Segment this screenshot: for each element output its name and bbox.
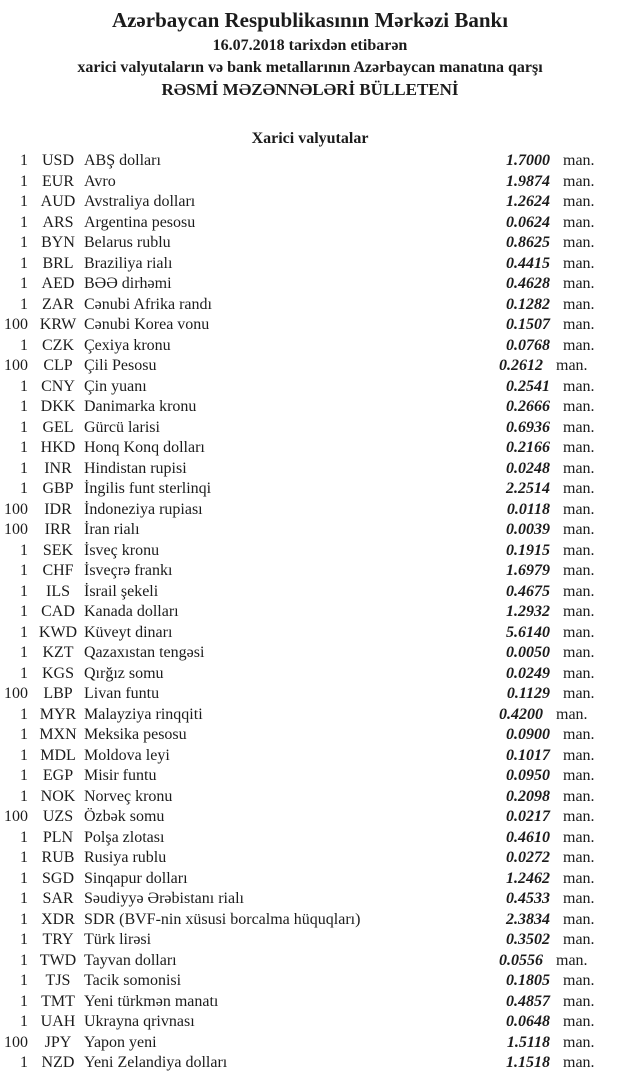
currency-row	[0, 213, 620, 234]
currency-unit: man.	[563, 1054, 595, 1071]
currency-code: MDL	[40, 746, 76, 764]
currency-unit: man.	[563, 828, 595, 846]
currency-quantity: 1	[20, 582, 28, 600]
currency-unit: man.	[563, 972, 595, 989]
currency-row	[0, 520, 620, 541]
currency-code: UZS	[42, 808, 74, 825]
currency-name: Livan funtu	[84, 685, 160, 702]
currency-code: LBP	[43, 685, 73, 702]
currency-code: AUD	[40, 193, 76, 210]
currency-quantity: 1	[20, 869, 28, 887]
currency-code: TMT	[41, 992, 75, 1010]
currency-code: GEL	[42, 418, 74, 436]
currency-quantity: 1	[20, 418, 28, 436]
currency-rate: 0.0217	[506, 808, 550, 825]
currency-quantity: 1	[20, 603, 28, 620]
currency-unit: man.	[563, 295, 595, 313]
currency-name: İsveç kronu	[84, 541, 160, 559]
currency-unit: man.	[563, 234, 595, 251]
currency-table	[0, 151, 620, 1073]
currency-unit: man.	[563, 500, 595, 518]
currency-name: Özbək somu	[84, 808, 165, 825]
currency-row	[0, 356, 620, 377]
currency-code: KWD	[38, 623, 78, 641]
currency-name: Səudiyyə Ərəbistanı rialı	[84, 890, 244, 907]
currency-name: Türk lirəsi	[84, 931, 152, 948]
currency-name: Malayziya rinqqiti	[84, 705, 203, 723]
currency-rate: 0.4675	[506, 582, 550, 600]
currency-quantity: 1	[20, 275, 28, 292]
currency-row	[0, 725, 620, 746]
currency-name: Polşa zlotası	[84, 828, 165, 846]
currency-quantity: 1	[20, 213, 28, 231]
currency-quantity: 1	[20, 787, 28, 805]
currency-unit: man.	[563, 398, 595, 415]
currency-rate: 0.0556	[499, 951, 543, 969]
currency-row	[0, 705, 620, 726]
currency-row	[0, 151, 620, 172]
currency-unit: man.	[563, 377, 595, 395]
currency-quantity: 1	[20, 480, 28, 497]
currency-unit: man.	[563, 1013, 595, 1030]
currency-row	[0, 438, 620, 459]
currency-code: AED	[41, 275, 75, 292]
currency-quantity: 1	[20, 193, 28, 210]
currency-code: CZK	[42, 336, 74, 354]
currency-row	[0, 889, 620, 910]
currency-unit: man.	[563, 849, 595, 866]
currency-name: Avstraliya dolları	[84, 193, 196, 210]
currency-row	[0, 746, 620, 767]
currency-unit: man.	[563, 172, 595, 190]
currency-row	[0, 623, 620, 644]
currency-rate: 0.0249	[506, 664, 550, 682]
currency-rate: 0.4533	[506, 890, 550, 907]
currency-name: Hindistan rupisi	[84, 459, 187, 477]
currency-code: HKD	[40, 439, 76, 456]
currency-rate: 0.0900	[506, 726, 550, 743]
currency-code: RUB	[41, 849, 75, 866]
currency-row	[0, 418, 620, 439]
currency-code: DKK	[40, 398, 76, 415]
currency-name: Danimarka kronu	[84, 398, 197, 415]
currency-quantity: 100	[4, 685, 28, 702]
currency-row	[0, 848, 620, 869]
currency-quantity: 100	[4, 521, 28, 538]
currency-unit: man.	[563, 890, 595, 907]
currency-quantity: 1	[20, 439, 28, 456]
currency-row	[0, 295, 620, 316]
currency-name: Braziliya rialı	[84, 254, 173, 272]
currency-quantity: 100	[4, 316, 28, 333]
currency-code: NOK	[40, 787, 76, 805]
currency-code: XDR	[41, 910, 75, 928]
currency-row	[0, 951, 620, 972]
currency-code: ILS	[46, 582, 70, 600]
currency-name: İndoneziya rupiası	[84, 500, 203, 518]
currency-row	[0, 828, 620, 849]
currency-quantity: 1	[20, 254, 28, 272]
currency-unit: man.	[556, 705, 588, 723]
currency-unit: man.	[563, 562, 595, 579]
currency-quantity: 1	[20, 726, 28, 743]
currency-name: Çin yuanı	[84, 377, 147, 395]
currency-quantity: 1	[20, 828, 28, 846]
currency-unit: man.	[556, 951, 588, 969]
currency-quantity: 1	[20, 377, 28, 395]
currency-code: CNY	[41, 377, 75, 395]
currency-rate: 0.3502	[506, 931, 550, 948]
currency-code: IDR	[44, 500, 72, 518]
currency-row	[0, 397, 620, 418]
currency-row	[0, 274, 620, 295]
currency-quantity: 100	[4, 500, 28, 518]
currency-row	[0, 172, 620, 193]
currency-row	[0, 1053, 620, 1073]
currency-code: CLP	[43, 357, 73, 374]
currency-name: Tayvan dolları	[84, 951, 177, 969]
currency-rate: 1.2624	[506, 193, 550, 210]
currency-unit: man.	[563, 808, 595, 825]
currency-name: Yapon yeni	[84, 1033, 157, 1051]
currency-row	[0, 479, 620, 500]
currency-quantity: 1	[20, 398, 28, 415]
currency-unit: man.	[556, 357, 588, 374]
currency-rate: 5.6140	[506, 623, 550, 641]
currency-rate: 0.0272	[506, 849, 550, 866]
currency-unit: man.	[563, 603, 595, 620]
currency-row	[0, 233, 620, 254]
currency-row	[0, 315, 620, 336]
currency-code: NZD	[41, 1054, 75, 1071]
currency-unit: man.	[563, 931, 595, 948]
currency-row	[0, 377, 620, 398]
currency-rate: 1.2462	[506, 869, 550, 887]
currency-quantity: 1	[20, 705, 28, 723]
currency-row	[0, 930, 620, 951]
currency-code: USD	[41, 152, 74, 169]
currency-unit: man.	[563, 336, 595, 354]
currency-unit: man.	[563, 213, 595, 231]
currency-code: EUR	[42, 172, 74, 190]
currency-name: Cənubi Afrika randı	[84, 295, 212, 313]
currency-quantity: 1	[20, 931, 28, 948]
currency-unit: man.	[563, 644, 595, 661]
currency-quantity: 1	[20, 336, 28, 354]
currency-unit: man.	[563, 910, 595, 928]
currency-row	[0, 869, 620, 890]
currency-code: ARS	[42, 213, 74, 231]
currency-code: BYN	[41, 234, 75, 251]
currency-quantity: 1	[20, 1013, 28, 1030]
currency-unit: man.	[563, 459, 595, 477]
currency-rate: 0.1129	[506, 685, 550, 702]
currency-code: TJS	[45, 972, 71, 989]
currency-code: ZAR	[42, 295, 74, 313]
currency-quantity: 1	[20, 172, 28, 190]
currency-code: UAH	[40, 1013, 76, 1030]
currency-unit: man.	[563, 726, 595, 743]
currency-rate: 0.0768	[506, 336, 550, 354]
currency-rate: 1.7000	[506, 152, 550, 169]
currency-row	[0, 766, 620, 787]
currency-name: Çili Pesosu	[84, 357, 157, 374]
currency-rate: 1.5118	[506, 1033, 550, 1051]
page-title: Azərbaycan Respublikasının Mərkəzi Bankı	[111, 8, 509, 32]
currency-unit: man.	[563, 152, 595, 169]
currency-row	[0, 971, 620, 992]
currency-rate: 0.1507	[506, 316, 550, 333]
currency-name: Yeni Zelandiya dolları	[84, 1054, 228, 1071]
currency-rate: 0.2166	[506, 439, 550, 456]
currency-rate: 0.2541	[506, 377, 550, 395]
currency-code: INR	[44, 459, 72, 477]
currency-code: TWD	[39, 951, 77, 969]
currency-unit: man.	[563, 582, 595, 600]
currency-rate: 0.4857	[506, 992, 550, 1010]
currency-unit: man.	[563, 787, 595, 805]
currency-name: Moldova leyi	[84, 746, 170, 764]
currency-name: Cənubi Korea vonu	[84, 316, 210, 333]
currency-quantity: 1	[20, 951, 28, 969]
currency-rate: 0.0118	[506, 500, 550, 518]
currency-code: EGP	[42, 767, 74, 784]
currency-quantity: 1	[20, 234, 28, 251]
currency-name: İngilis funt sterlinqi	[84, 480, 212, 497]
section-title-foreign-currencies: Xarici valyutalar	[251, 130, 369, 147]
currency-rate: 0.4610	[506, 828, 550, 846]
currency-rate: 0.0648	[506, 1013, 550, 1030]
currency-rate: 0.1805	[506, 972, 550, 989]
currency-name: Qazaxıstan tengəsi	[84, 644, 205, 661]
currency-quantity: 1	[20, 152, 28, 169]
currency-rate: 2.3834	[506, 910, 550, 928]
currency-name: Tacik somonisi	[84, 972, 182, 989]
currency-quantity: 1	[20, 890, 28, 907]
currency-rate: 0.0039	[506, 521, 550, 538]
currency-name: Norveç kronu	[84, 787, 173, 805]
currency-unit: man.	[563, 992, 595, 1010]
bulletin-title: RƏSMİ MƏZƏNNƏLƏRİ BÜLLETENİ	[161, 80, 459, 99]
currency-quantity: 1	[20, 767, 28, 784]
currency-quantity: 1	[20, 992, 28, 1010]
currency-unit: man.	[563, 480, 595, 497]
currency-rate: 0.1017	[506, 746, 550, 764]
currency-row	[0, 561, 620, 582]
currency-quantity: 100	[4, 1033, 28, 1051]
currency-rate: 0.4628	[506, 275, 550, 292]
currency-name: Meksika pesosu	[84, 726, 187, 743]
currency-quantity: 1	[20, 849, 28, 866]
currency-unit: man.	[563, 746, 595, 764]
currency-rate: 2.2514	[506, 480, 550, 497]
currency-unit: man.	[563, 418, 595, 436]
currency-row	[0, 684, 620, 705]
currency-name: Sinqapur dolları	[84, 869, 188, 887]
currency-unit: man.	[563, 623, 595, 641]
currency-row	[0, 1012, 620, 1033]
currency-quantity: 1	[20, 295, 28, 313]
currency-rate: 1.9874	[506, 172, 550, 190]
currency-rate: 0.0624	[506, 213, 550, 231]
currency-quantity: 100	[4, 357, 28, 374]
currency-row	[0, 254, 620, 275]
currency-row	[0, 541, 620, 562]
currency-unit: man.	[563, 869, 595, 887]
currency-rate: 0.2666	[506, 398, 550, 415]
currency-code: MXN	[39, 726, 77, 743]
currency-rate: 0.8625	[506, 234, 550, 251]
currency-row	[0, 787, 620, 808]
currency-rate: 0.0050	[506, 644, 550, 661]
currency-quantity: 1	[20, 541, 28, 559]
currency-name: Honq Konq dolları	[84, 439, 205, 456]
currency-quantity: 1	[20, 972, 28, 989]
currency-row	[0, 807, 620, 828]
currency-code: KZT	[42, 644, 74, 661]
currency-unit: man.	[563, 521, 595, 538]
currency-rate: 0.4200	[499, 705, 543, 723]
currency-rate: 0.0248	[506, 459, 550, 477]
currency-quantity: 1	[20, 664, 28, 682]
currency-code: IRR	[44, 521, 72, 538]
currency-rate: 1.2932	[506, 603, 550, 620]
currency-quantity: 100	[4, 808, 28, 825]
currency-quantity: 1	[20, 644, 28, 661]
currency-name: Argentina pesosu	[84, 213, 196, 231]
currency-rate: 0.1282	[506, 295, 550, 313]
currency-name: Qırğız somu	[84, 664, 164, 682]
document-header	[0, 6, 620, 101]
currency-name: ABŞ dolları	[84, 152, 161, 169]
currency-row	[0, 1033, 620, 1054]
currency-code: PLN	[42, 828, 74, 846]
currency-quantity: 1	[20, 1054, 28, 1071]
currency-code: TRY	[42, 931, 74, 948]
currency-unit: man.	[563, 541, 595, 559]
currency-row	[0, 643, 620, 664]
currency-code: SAR	[42, 890, 74, 907]
currency-code: BRL	[42, 254, 74, 272]
currency-name: Çexiya kronu	[84, 336, 171, 354]
currency-name: İran rialı	[84, 521, 140, 538]
effective-date: 16.07.2018 tarixdən etibarən	[212, 37, 408, 54]
currency-row	[0, 336, 620, 357]
currency-name: SDR (BVF-nin xüsusi borcalma hüquqları)	[84, 910, 361, 928]
currency-row	[0, 582, 620, 603]
currency-row	[0, 500, 620, 521]
currency-rate: 0.6936	[506, 418, 550, 436]
currency-unit: man.	[563, 439, 595, 456]
currency-rate: 0.2612	[499, 357, 543, 374]
currency-row	[0, 664, 620, 685]
currency-rate: 0.1915	[506, 541, 550, 559]
currency-quantity: 1	[20, 910, 28, 928]
currency-name: Avro	[84, 172, 116, 190]
currency-rate: 1.6979	[506, 562, 550, 579]
currency-unit: man.	[563, 275, 595, 292]
currency-row	[0, 910, 620, 931]
currency-row	[0, 192, 620, 213]
currency-code: SEK	[42, 541, 74, 559]
currency-quantity: 1	[20, 623, 28, 641]
currency-code: MYR	[39, 705, 77, 723]
currency-unit: man.	[563, 685, 595, 702]
currency-name: Gürcü larisi	[84, 418, 160, 436]
currency-unit: man.	[563, 664, 595, 682]
currency-name: BƏƏ dirhəmi	[84, 275, 172, 292]
currency-name: İsveçrə frankı	[84, 562, 173, 579]
document-subtitle: xarici valyutaların və bank metallarının Azərbaycan manatına qarşı	[77, 59, 543, 76]
currency-code: GBP	[42, 480, 74, 497]
currency-unit: man.	[563, 316, 595, 333]
currency-row	[0, 602, 620, 623]
currency-unit: man.	[563, 1033, 595, 1051]
currency-code: JPY	[44, 1033, 72, 1051]
currency-quantity: 1	[20, 459, 28, 477]
currency-code: KRW	[39, 316, 77, 333]
currency-unit: man.	[563, 254, 595, 272]
currency-rate: 0.2098	[506, 787, 550, 805]
currency-code: SGD	[41, 869, 74, 887]
currency-row	[0, 459, 620, 480]
currency-rate: 0.4415	[506, 254, 550, 272]
currency-rate: 0.0950	[506, 767, 550, 784]
currency-unit: man.	[563, 193, 595, 210]
currency-quantity: 1	[20, 746, 28, 764]
currency-code: KGS	[41, 664, 74, 682]
currency-name: İsrail şekeli	[84, 582, 159, 600]
currency-rate: 1.1518	[506, 1054, 550, 1071]
currency-code: CHF	[42, 562, 74, 579]
currency-name: Misir funtu	[84, 767, 157, 784]
currency-quantity: 1	[20, 562, 28, 579]
currency-unit: man.	[563, 767, 595, 784]
currency-name: Belarus rublu	[84, 234, 171, 251]
currency-name: Kanada dolları	[84, 603, 179, 620]
currency-code: CAD	[41, 603, 75, 620]
currency-row	[0, 992, 620, 1013]
currency-name: Küveyt dinarı	[84, 623, 173, 641]
currency-name: Rusiya rublu	[84, 849, 167, 866]
currency-name: Yeni türkmən manatı	[84, 992, 219, 1010]
currency-name: Ukrayna qrivnası	[84, 1013, 195, 1030]
